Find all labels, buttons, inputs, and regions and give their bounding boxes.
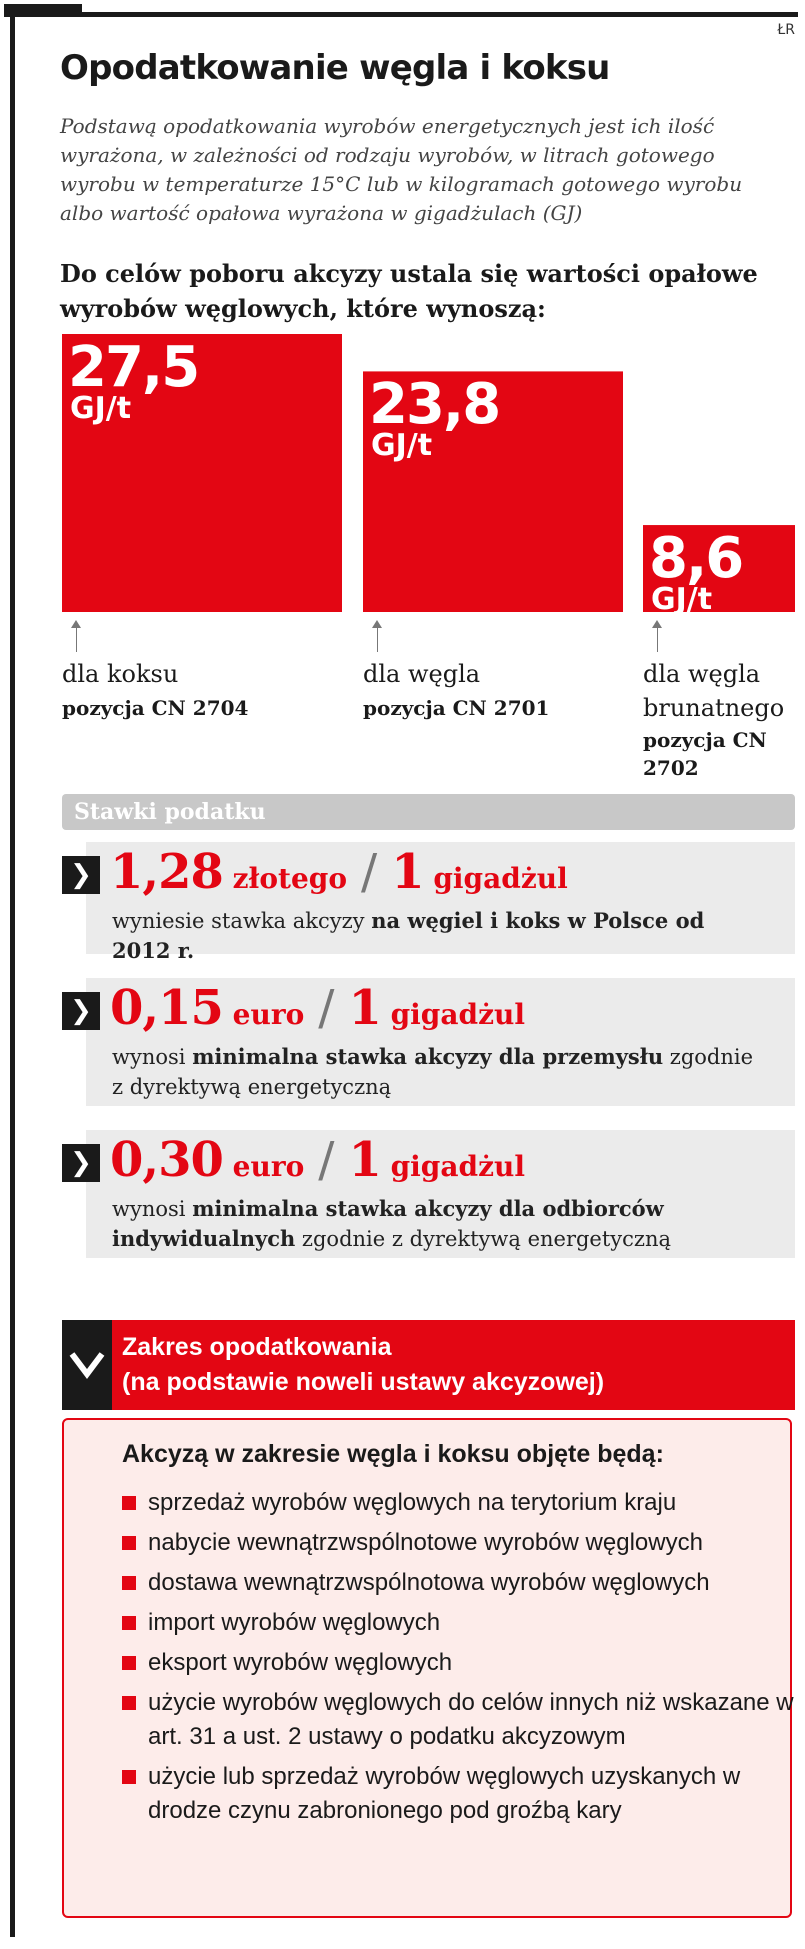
rate-description-bold: na węgiel i koks w Polsce od 2012 r. xyxy=(112,908,705,963)
category-code-2: pozycja CN 2702 xyxy=(643,728,767,780)
scope-title-line2: (na podstawie noweli ustawy akcyzowej) xyxy=(122,1368,605,1396)
arrow-up-icon xyxy=(657,622,658,652)
category-code-0: pozycja CN 2704 xyxy=(62,696,249,720)
rate-per-unit: gigadżul xyxy=(423,862,568,895)
rate-slash: / xyxy=(318,1132,335,1188)
list-item: sprzedaż wyrobów węglowych na terytorium kraju xyxy=(122,1486,794,1520)
rate-slash: / xyxy=(318,980,335,1036)
rate-value xyxy=(110,844,568,900)
chevron-right-icon: ❯ xyxy=(62,992,100,1030)
intro-text: Podstawą opodatkowania wyrobów energetycznych jest ich ilość wyrażona, w zależności od rodzaju wyrobów, w litrach gotowego wyrobu w temperaturze 15°C lub w kilogramach gotowego wyrobu albo wartość opałowa wyrażona w gigadżulach (GJ) xyxy=(60,114,743,225)
rate-description: wyniesie stawka akcyzy na węgiel i koks w Polsce od 2012 r. xyxy=(112,908,705,963)
list-item: nabycie wewnątrzwspólnotowe wyrobów węglowych xyxy=(122,1526,794,1560)
rate-per-unit: gigadżul xyxy=(380,1150,525,1183)
rate-value xyxy=(110,1132,525,1188)
arrow-up-icon xyxy=(377,622,378,652)
chevron-right-icon: ❯ xyxy=(62,856,100,894)
bar-value-label-2: 8,6 xyxy=(649,526,743,592)
chart-lead: Do celów poboru akcyzy ustala się wartości opałowe wyrobów węglowych, które wynoszą: xyxy=(60,259,758,323)
scope-lead: Akcyzą w zakresie węgla i koksu objęte będą: xyxy=(122,1440,664,1468)
rate-per-amount: 1 xyxy=(391,844,424,900)
bar-value-label-1: 23,8 xyxy=(369,372,500,438)
rate-value xyxy=(110,980,525,1036)
rate-amount: 1,28 xyxy=(110,844,223,900)
rates-header-label: Stawki podatku xyxy=(74,799,266,825)
rate-per-amount: 1 xyxy=(348,980,381,1036)
author-credit: ŁR xyxy=(777,22,795,38)
category-code-1: pozycja CN 2701 xyxy=(363,696,550,720)
category-label-0: dla koksu xyxy=(62,660,179,688)
list-item: dostawa wewnątrzwspólnotowa wyrobów węglowych xyxy=(122,1566,794,1600)
category-label-1: dla węgla xyxy=(363,660,481,688)
bar-value-label-0: 27,5 xyxy=(68,335,199,400)
rate-description: wynosi minimalna stawka akcyzy dla odbiorców indywidualnych zgodnie z dyrektywą energetyczną xyxy=(112,1196,672,1251)
scope-title-line1: Zakres opodatkowania xyxy=(122,1333,392,1361)
chevron-down-glyph xyxy=(68,1348,106,1382)
rate-amount: 0,30 xyxy=(110,1132,223,1188)
arrow-up-icon xyxy=(76,622,77,652)
list-item: eksport wyrobów węglowych xyxy=(122,1646,794,1680)
bar-unit-label-1: GJ/t xyxy=(371,428,433,464)
bar-unit-label-0: GJ/t xyxy=(70,391,132,426)
rate-currency: euro xyxy=(222,998,305,1031)
bar-unit-label-2: GJ/t xyxy=(651,582,713,618)
chevron-right-icon: ❯ xyxy=(62,1144,100,1182)
scope-list xyxy=(122,1486,794,1834)
list-item: import wyrobów węglowych xyxy=(122,1606,794,1640)
rate-per-amount: 1 xyxy=(348,1132,381,1188)
category-label-2: dla węgla brunatnego xyxy=(643,660,785,722)
chevron-down-icon xyxy=(62,1320,112,1410)
rates-header xyxy=(62,794,795,830)
list-item: użycie wyrobów węglowych do celów innych niż wskazane w art. 31 a ust. 2 ustawy o podatku akcyzowym xyxy=(122,1686,794,1754)
rate-amount: 0,15 xyxy=(110,980,223,1036)
rate-currency: euro xyxy=(222,1150,305,1183)
rate-description: wynosi minimalna stawka akcyzy dla przemysłu zgodnie z dyrektywą energetyczną xyxy=(112,1044,754,1099)
rate-description-bold: minimalna stawka akcyzy dla przemysłu xyxy=(192,1044,664,1069)
scope-title xyxy=(122,1330,782,1400)
rate-per-unit: gigadżul xyxy=(380,998,525,1031)
list-item: użycie lub sprzedaż wyrobów węglowych uzyskanych w drodze czynu zabronionego pod groźbą kary xyxy=(122,1760,794,1828)
rate-slash: / xyxy=(361,844,378,900)
rate-currency: złotego xyxy=(222,862,348,895)
page-title: Opodatkowanie węgla i koksu xyxy=(60,48,610,88)
rate-description-bold: minimalna stawka akcyzy dla odbiorców indywidualnych xyxy=(112,1196,664,1251)
